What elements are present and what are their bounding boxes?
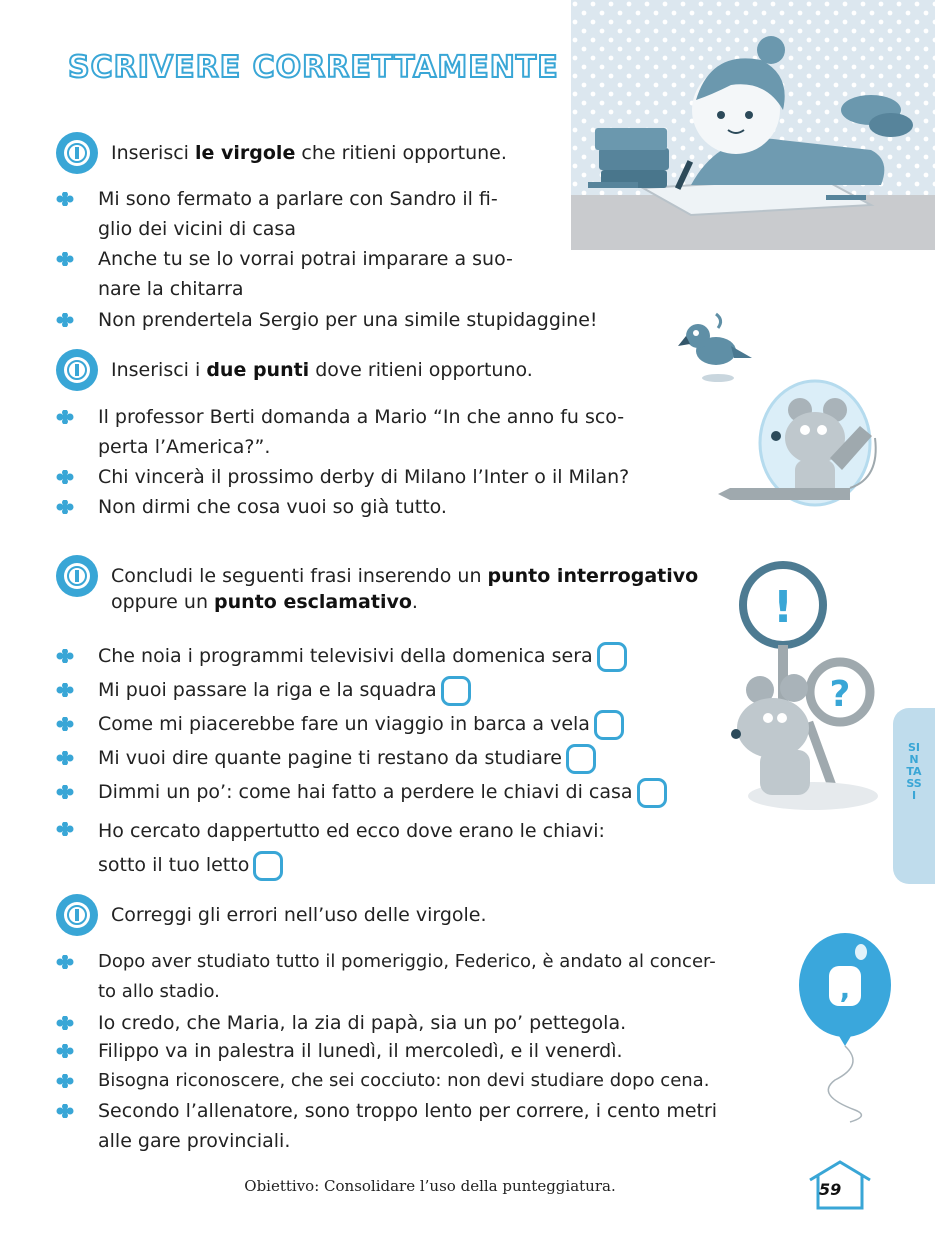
flower-bullet-icon — [55, 500, 75, 514]
flower-bullet-icon — [55, 683, 75, 697]
flower-bullet-icon — [55, 192, 75, 206]
exercise-badge-icon — [55, 554, 99, 598]
girl-illustration-panel — [571, 0, 935, 250]
flower-bullet-icon — [55, 252, 75, 266]
instruction-marks: Concludi le seguenti frasi inserendo un punto interrogativo oppure un punto esclamativo. — [111, 565, 699, 613]
flower-bullet-icon — [55, 822, 75, 836]
answer-box[interactable] — [566, 744, 596, 774]
section-tab-label: SINTASSI — [906, 741, 922, 802]
balloon-comma: , — [839, 972, 851, 1005]
comma-balloon-illustration — [795, 930, 905, 1125]
exercise-badge-icon — [55, 893, 99, 937]
exclamation-sign: ! — [772, 582, 794, 633]
question-sign: ? — [829, 674, 851, 715]
flower-bullet-icon — [55, 751, 75, 765]
flower-bullet-icon — [55, 649, 75, 663]
flower-bullet-icon — [55, 1074, 75, 1088]
flower-bullet-icon — [55, 1104, 75, 1118]
flower-bullet-icon — [55, 1044, 75, 1058]
flower-bullet-icon — [55, 313, 75, 327]
parrot-illustration — [676, 306, 756, 386]
instruction-correct-commas: Correggi gli errori nell’uso delle virgole. — [111, 904, 487, 926]
answer-box[interactable] — [637, 778, 667, 808]
instruction-colon: Inserisci i due punti dove ritieni opportuno. — [111, 359, 533, 381]
answer-box[interactable] — [594, 710, 624, 740]
flower-bullet-icon — [55, 470, 75, 484]
page-title: SCRIVERE CORRETTAMENTE — [68, 50, 559, 85]
flower-bullet-icon — [55, 410, 75, 424]
exercise-badge-icon — [55, 348, 99, 392]
page-number: 59 — [819, 1180, 842, 1199]
flower-bullet-icon — [55, 1016, 75, 1030]
girl-studying-illustration — [571, 0, 935, 250]
answer-box[interactable] — [441, 676, 471, 706]
answer-box[interactable] — [597, 642, 627, 672]
flower-bullet-icon — [55, 955, 75, 969]
punctuation-signs-illustration — [718, 560, 898, 815]
flower-bullet-icon — [55, 717, 75, 731]
answer-box[interactable] — [253, 851, 283, 881]
flower-bullet-icon — [55, 785, 75, 799]
mouse-pencil-illustration — [710, 378, 900, 513]
instruction-commas: Inserisci le virgole che ritieni opportune. — [111, 142, 507, 164]
exercise-badge-icon — [55, 131, 99, 175]
footer-objective: Obiettivo: Consolidare l’uso della punteggiatura. — [244, 1177, 616, 1195]
